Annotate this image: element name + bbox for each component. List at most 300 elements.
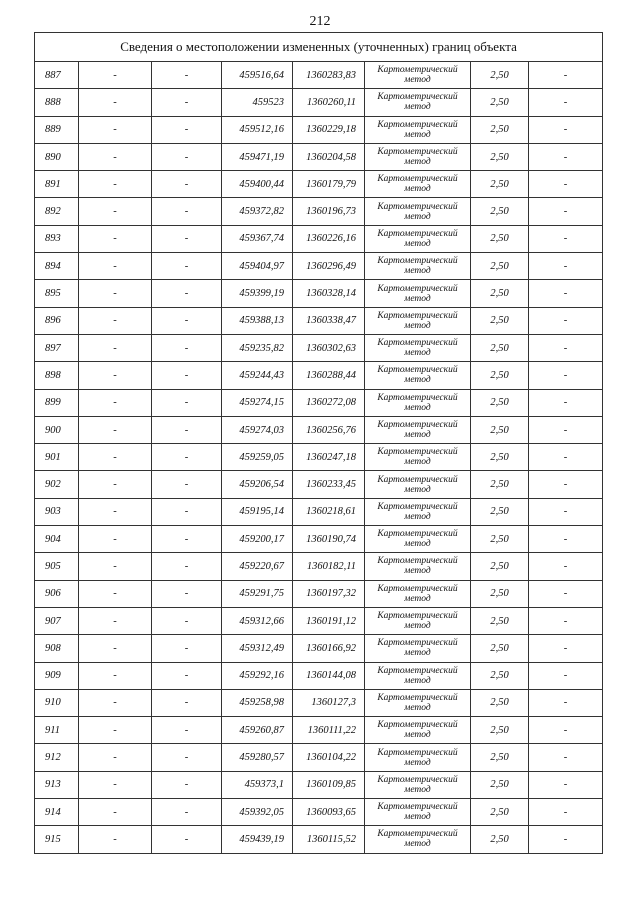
method-line-1: Картометрический	[377, 447, 458, 458]
point-number-cell: 899	[35, 389, 79, 416]
method-line-2: метод	[404, 621, 431, 632]
table-row	[35, 89, 603, 116]
method-cell	[365, 171, 471, 198]
existing-y-cell: -	[152, 62, 222, 89]
method-line-2: метод	[404, 238, 431, 249]
point-number-cell: 889	[35, 116, 79, 143]
method-line-2: метод	[404, 129, 431, 140]
method-line-1: Картометрический	[377, 638, 458, 649]
note-cell: -	[529, 171, 603, 198]
method-cell	[365, 553, 471, 580]
note-cell: -	[529, 662, 603, 689]
method-line-1: Картометрический	[377, 283, 458, 294]
method-cell	[365, 471, 471, 498]
method-cell	[365, 771, 471, 798]
method-cell	[365, 635, 471, 662]
accuracy-cell: 2,50	[471, 280, 529, 307]
new-y-cell: 1360182,11	[293, 553, 365, 580]
existing-x-cell: -	[79, 280, 152, 307]
existing-x-cell: -	[79, 771, 152, 798]
new-y-cell: 1360144,08	[293, 662, 365, 689]
method-cell	[365, 334, 471, 361]
table-row	[35, 826, 603, 853]
method-line-1: Картометрический	[377, 665, 458, 676]
accuracy-cell: 2,50	[471, 62, 529, 89]
accuracy-cell: 2,50	[471, 334, 529, 361]
point-number-cell: 910	[35, 689, 79, 716]
existing-x-cell: -	[79, 334, 152, 361]
table-row	[35, 471, 603, 498]
new-x-cell: 459372,82	[222, 198, 293, 225]
new-x-cell: 459512,16	[222, 116, 293, 143]
note-cell: -	[529, 389, 603, 416]
method-cell	[365, 62, 471, 89]
existing-y-cell: -	[152, 198, 222, 225]
method-cell	[365, 799, 471, 826]
point-number-cell: 911	[35, 717, 79, 744]
method-line-1: Картометрический	[377, 829, 458, 840]
existing-y-cell: -	[152, 171, 222, 198]
method-cell	[365, 362, 471, 389]
new-x-cell: 459312,66	[222, 607, 293, 634]
existing-y-cell: -	[152, 362, 222, 389]
table-row	[35, 799, 603, 826]
method-line-2: метод	[404, 293, 431, 304]
table-row	[35, 526, 603, 553]
method-line-2: метод	[404, 457, 431, 468]
accuracy-cell: 2,50	[471, 416, 529, 443]
new-y-cell: 1360233,45	[293, 471, 365, 498]
method-line-2: метод	[404, 839, 431, 850]
method-cell	[365, 580, 471, 607]
method-line-1: Картометрический	[377, 420, 458, 430]
table-row	[35, 171, 603, 198]
new-y-cell: 1360288,44	[293, 362, 365, 389]
note-cell: -	[529, 225, 603, 252]
method-line-1: Картометрический	[377, 65, 458, 76]
point-number-cell: 914	[35, 799, 79, 826]
note-cell: -	[529, 799, 603, 826]
method-line-1: Картометрический	[377, 529, 458, 540]
note-cell: -	[529, 471, 603, 498]
accuracy-cell: 2,50	[471, 143, 529, 170]
existing-x-cell: -	[79, 416, 152, 443]
new-x-cell: 459523	[222, 89, 293, 116]
existing-y-cell: -	[152, 89, 222, 116]
existing-x-cell: -	[79, 635, 152, 662]
existing-x-cell: -	[79, 253, 152, 280]
existing-x-cell: -	[79, 389, 152, 416]
new-y-cell: 1360296,49	[293, 253, 365, 280]
accuracy-cell: 2,50	[471, 444, 529, 471]
existing-y-cell: -	[152, 416, 222, 443]
new-x-cell: 459195,14	[222, 498, 293, 525]
new-x-cell: 459439,19	[222, 826, 293, 853]
method-line-2: метод	[404, 348, 431, 359]
new-x-cell: 459400,44	[222, 171, 293, 198]
point-number-cell: 913	[35, 771, 79, 798]
note-cell: -	[529, 635, 603, 662]
note-cell: -	[529, 143, 603, 170]
table-row	[35, 362, 603, 389]
accuracy-cell: 2,50	[471, 116, 529, 143]
new-y-cell: 1360272,08	[293, 389, 365, 416]
new-y-cell: 1360229,18	[293, 116, 365, 143]
method-line-1: Картометрический	[377, 92, 458, 103]
method-cell	[365, 416, 471, 443]
table-row	[35, 389, 603, 416]
method-line-1: Картометрический	[377, 365, 458, 376]
table-row	[35, 334, 603, 361]
new-y-cell: 1360104,22	[293, 744, 365, 771]
new-x-cell: 459206,54	[222, 471, 293, 498]
new-x-cell: 459516,64	[222, 62, 293, 89]
table-title-row	[35, 33, 603, 62]
accuracy-cell: 2,50	[471, 498, 529, 525]
note-cell: -	[529, 498, 603, 525]
new-x-cell: 459220,67	[222, 553, 293, 580]
method-line-2: метод	[404, 511, 431, 522]
existing-x-cell: -	[79, 662, 152, 689]
method-cell	[365, 116, 471, 143]
existing-x-cell: -	[79, 717, 152, 744]
new-y-cell: 1360226,16	[293, 225, 365, 252]
new-x-cell: 459258,98	[222, 689, 293, 716]
method-cell	[365, 717, 471, 744]
new-y-cell: 1360218,61	[293, 498, 365, 525]
existing-x-cell: -	[79, 143, 152, 170]
accuracy-cell: 2,50	[471, 526, 529, 553]
method-line-2: метод	[404, 484, 431, 495]
point-number-cell: 900	[35, 416, 79, 443]
existing-x-cell: -	[79, 89, 152, 116]
note-cell: -	[529, 717, 603, 744]
accuracy-cell: 2,50	[471, 771, 529, 798]
method-cell	[365, 689, 471, 716]
table-row	[35, 744, 603, 771]
note-cell: -	[529, 253, 603, 280]
accuracy-cell: 2,50	[471, 471, 529, 498]
point-number-cell: 890	[35, 143, 79, 170]
method-line-2: метод	[404, 812, 431, 823]
existing-y-cell: -	[152, 553, 222, 580]
table-row	[35, 580, 603, 607]
note-cell: -	[529, 744, 603, 771]
note-cell: -	[529, 307, 603, 334]
point-number-cell: 898	[35, 362, 79, 389]
existing-y-cell: -	[152, 717, 222, 744]
note-cell: -	[529, 362, 603, 389]
point-number-cell: 897	[35, 334, 79, 361]
method-line-2: метод	[404, 184, 431, 195]
table-row	[35, 62, 603, 89]
existing-x-cell: -	[79, 471, 152, 498]
method-line-2: метод	[404, 102, 431, 113]
method-line-2: метод	[404, 757, 431, 768]
table-title: Сведения о местоположении измененных (уточненных) границ объекта	[35, 33, 603, 62]
new-y-cell: 1360093,65	[293, 799, 365, 826]
accuracy-cell: 2,50	[471, 717, 529, 744]
existing-y-cell: -	[152, 607, 222, 634]
existing-x-cell: -	[79, 689, 152, 716]
new-x-cell: 459471,19	[222, 143, 293, 170]
accuracy-cell: 2,50	[471, 362, 529, 389]
method-cell	[365, 826, 471, 853]
point-number-cell: 896	[35, 307, 79, 334]
existing-y-cell: -	[152, 662, 222, 689]
note-cell: -	[529, 89, 603, 116]
new-x-cell: 459312,49	[222, 635, 293, 662]
point-number-cell: 892	[35, 198, 79, 225]
existing-y-cell: -	[152, 307, 222, 334]
table-row	[35, 444, 603, 471]
accuracy-cell: 2,50	[471, 662, 529, 689]
method-cell	[365, 744, 471, 771]
existing-y-cell: -	[152, 143, 222, 170]
new-y-cell: 1360328,14	[293, 280, 365, 307]
new-x-cell: 459274,15	[222, 389, 293, 416]
new-x-cell: 459259,05	[222, 444, 293, 471]
existing-x-cell: -	[79, 498, 152, 525]
table-row	[35, 607, 603, 634]
accuracy-cell: 2,50	[471, 580, 529, 607]
method-line-1: Картометрический	[377, 310, 458, 321]
note-cell: -	[529, 771, 603, 798]
note-cell: -	[529, 526, 603, 553]
note-cell: -	[529, 334, 603, 361]
note-cell: -	[529, 689, 603, 716]
table-row	[35, 253, 603, 280]
new-y-cell: 1360166,92	[293, 635, 365, 662]
existing-x-cell: -	[79, 744, 152, 771]
point-number-cell: 909	[35, 662, 79, 689]
table-row	[35, 280, 603, 307]
point-number-cell: 907	[35, 607, 79, 634]
new-x-cell: 459392,05	[222, 799, 293, 826]
point-number-cell: 912	[35, 744, 79, 771]
method-line-1: Картометрический	[377, 174, 458, 185]
accuracy-cell: 2,50	[471, 635, 529, 662]
method-line-1: Картометрический	[377, 556, 458, 567]
method-line-2: метод	[404, 211, 431, 222]
method-line-1: Картометрический	[377, 747, 458, 758]
method-line-2: метод	[404, 566, 431, 577]
existing-x-cell: -	[79, 580, 152, 607]
method-line-1: Картометрический	[377, 392, 458, 403]
method-line-2: метод	[404, 320, 431, 331]
accuracy-cell: 2,50	[471, 253, 529, 280]
new-x-cell: 459260,87	[222, 717, 293, 744]
accuracy-cell: 2,50	[471, 799, 529, 826]
method-line-1: Картометрический	[377, 119, 458, 130]
existing-x-cell: -	[79, 444, 152, 471]
existing-x-cell: -	[79, 171, 152, 198]
method-line-2: метод	[404, 784, 431, 795]
method-cell	[365, 526, 471, 553]
method-cell	[365, 307, 471, 334]
point-number-cell: 902	[35, 471, 79, 498]
existing-y-cell: -	[152, 635, 222, 662]
note-cell: -	[529, 280, 603, 307]
method-cell	[365, 662, 471, 689]
accuracy-cell: 2,50	[471, 744, 529, 771]
note-cell: -	[529, 198, 603, 225]
new-y-cell: 1360260,11	[293, 89, 365, 116]
new-y-cell: 1360127,3	[293, 689, 365, 716]
method-line-2: метод	[404, 675, 431, 686]
method-line-2: метод	[404, 648, 431, 659]
new-y-cell: 1360283,83	[293, 62, 365, 89]
method-line-1: Картометрический	[377, 201, 458, 212]
note-cell: -	[529, 553, 603, 580]
method-line-2: метод	[404, 75, 431, 86]
point-number-cell: 895	[35, 280, 79, 307]
method-line-1: Картометрический	[377, 228, 458, 239]
point-number-cell: 905	[35, 553, 79, 580]
table-row	[35, 689, 603, 716]
note-cell: -	[529, 416, 603, 443]
existing-y-cell: -	[152, 498, 222, 525]
accuracy-cell: 2,50	[471, 307, 529, 334]
existing-y-cell: -	[152, 253, 222, 280]
method-line-2: метод	[404, 375, 431, 386]
existing-y-cell: -	[152, 580, 222, 607]
new-y-cell: 1360256,76	[293, 416, 365, 443]
existing-y-cell: -	[152, 116, 222, 143]
table-row	[35, 143, 603, 170]
method-line-1: Картометрический	[377, 802, 458, 813]
method-line-2: метод	[404, 539, 431, 550]
new-y-cell: 1360302,63	[293, 334, 365, 361]
new-x-cell: 459399,19	[222, 280, 293, 307]
method-cell	[365, 198, 471, 225]
existing-y-cell: -	[152, 225, 222, 252]
method-cell	[365, 444, 471, 471]
method-line-1: Картометрический	[377, 692, 458, 703]
existing-x-cell: -	[79, 198, 152, 225]
existing-x-cell: -	[79, 607, 152, 634]
point-number-cell: 894	[35, 253, 79, 280]
new-y-cell: 1360111,22	[293, 717, 365, 744]
new-y-cell: 1360247,18	[293, 444, 365, 471]
existing-x-cell: -	[79, 799, 152, 826]
note-cell: -	[529, 62, 603, 89]
existing-y-cell: -	[152, 526, 222, 553]
point-number-cell: 915	[35, 826, 79, 853]
new-x-cell: 459404,97	[222, 253, 293, 280]
table-row	[35, 198, 603, 225]
table-row	[35, 416, 603, 443]
new-y-cell: 1360190,74	[293, 526, 365, 553]
new-x-cell: 459235,82	[222, 334, 293, 361]
existing-x-cell: -	[79, 362, 152, 389]
note-cell: -	[529, 607, 603, 634]
new-x-cell: 459274,03	[222, 416, 293, 443]
method-line-2: метод	[404, 430, 431, 440]
method-line-2: метод	[404, 157, 431, 168]
existing-y-cell: -	[152, 444, 222, 471]
note-cell: -	[529, 116, 603, 143]
new-y-cell: 1360191,12	[293, 607, 365, 634]
new-x-cell: 459373,1	[222, 771, 293, 798]
method-line-1: Картометрический	[377, 501, 458, 512]
new-y-cell: 1360115,52	[293, 826, 365, 853]
accuracy-cell: 2,50	[471, 826, 529, 853]
point-number-cell: 891	[35, 171, 79, 198]
point-number-cell: 893	[35, 225, 79, 252]
accuracy-cell: 2,50	[471, 607, 529, 634]
new-y-cell: 1360338,47	[293, 307, 365, 334]
method-cell	[365, 143, 471, 170]
table-row	[35, 116, 603, 143]
accuracy-cell: 2,50	[471, 89, 529, 116]
new-y-cell: 1360179,79	[293, 171, 365, 198]
method-line-2: метод	[404, 593, 431, 604]
existing-x-cell: -	[79, 116, 152, 143]
existing-y-cell: -	[152, 826, 222, 853]
existing-x-cell: -	[79, 62, 152, 89]
table-row	[35, 662, 603, 689]
accuracy-cell: 2,50	[471, 389, 529, 416]
point-number-cell: 904	[35, 526, 79, 553]
accuracy-cell: 2,50	[471, 689, 529, 716]
method-cell	[365, 89, 471, 116]
page-number: 212	[309, 14, 331, 29]
new-y-cell: 1360204,58	[293, 143, 365, 170]
new-x-cell: 459280,57	[222, 744, 293, 771]
new-y-cell: 1360196,73	[293, 198, 365, 225]
table-row	[35, 635, 603, 662]
table-row	[35, 771, 603, 798]
existing-y-cell: -	[152, 389, 222, 416]
existing-x-cell: -	[79, 225, 152, 252]
method-line-1: Картометрический	[377, 720, 458, 731]
method-line-1: Картометрический	[377, 338, 458, 349]
boundary-coordinates-table	[34, 32, 603, 854]
existing-y-cell: -	[152, 334, 222, 361]
method-line-1: Картометрический	[377, 474, 458, 485]
method-cell	[365, 225, 471, 252]
point-number-cell: 901	[35, 444, 79, 471]
note-cell: -	[529, 826, 603, 853]
accuracy-cell: 2,50	[471, 225, 529, 252]
point-number-cell: 906	[35, 580, 79, 607]
table-row	[35, 717, 603, 744]
point-number-cell: 908	[35, 635, 79, 662]
method-cell	[365, 498, 471, 525]
method-line-1: Картометрический	[377, 583, 458, 594]
existing-y-cell: -	[152, 471, 222, 498]
accuracy-cell: 2,50	[471, 553, 529, 580]
table-row	[35, 307, 603, 334]
note-cell: -	[529, 444, 603, 471]
method-line-2: метод	[404, 702, 431, 713]
existing-y-cell: -	[152, 689, 222, 716]
new-x-cell: 459388,13	[222, 307, 293, 334]
method-cell	[365, 607, 471, 634]
table-row	[35, 498, 603, 525]
existing-y-cell: -	[152, 771, 222, 798]
method-line-1: Картометрический	[377, 774, 458, 785]
accuracy-cell: 2,50	[471, 198, 529, 225]
point-number-cell: 903	[35, 498, 79, 525]
method-line-2: метод	[404, 266, 431, 277]
accuracy-cell: 2,50	[471, 171, 529, 198]
method-line-1: Картометрический	[377, 147, 458, 158]
method-line-1: Картометрический	[377, 256, 458, 267]
method-cell	[365, 280, 471, 307]
new-y-cell: 1360109,85	[293, 771, 365, 798]
